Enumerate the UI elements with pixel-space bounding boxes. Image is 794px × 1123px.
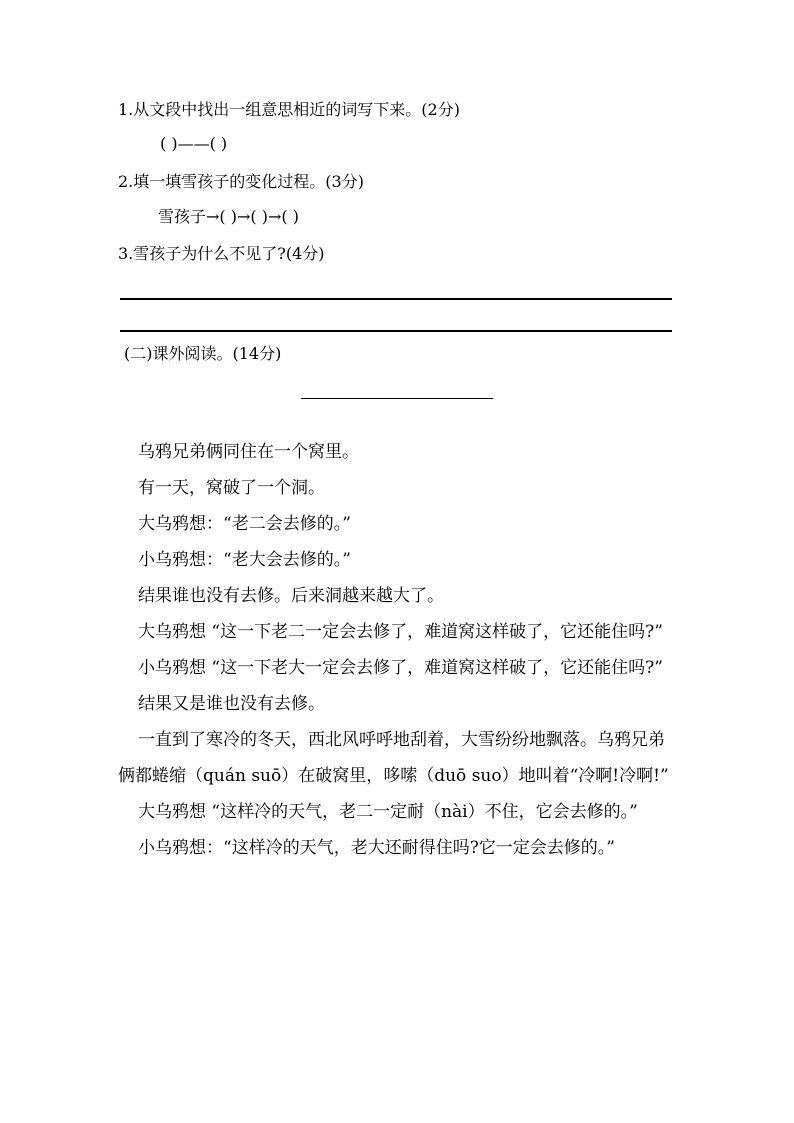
- story-paragraph: 结果谁也没有去修。后来洞越来越大了。: [138, 586, 444, 606]
- story-text: [118, 434, 678, 866]
- story-paragraph: 小乌鸦想：“老大会去修的。”: [138, 550, 351, 570]
- answer-line-2: [120, 330, 672, 332]
- question-3: 3.雪孩子为什么不见了?(4分): [118, 244, 325, 263]
- story-paragraph: 一直到了寒冷的冬天，西北风呼呼地刮着，大雪纷纷地飘落。乌鸦兄弟俩都蜷缩（quán suō）在破窝里，哆嗦（duō suo）地叫着“冷啊!冷啊!”: [118, 730, 669, 786]
- story-title-blank-line: [301, 398, 493, 399]
- story-paragraph: 小乌鸦想：“这样冷的天气，老大还耐得住吗?它一定会去修的。”: [138, 838, 615, 858]
- question-1-answer-blanks: ( )——( ): [160, 134, 228, 153]
- question-2-answer-blanks: 雪孩子→( )→( )→( ): [158, 207, 299, 226]
- question-2: 2.填一填雪孩子的变化过程。(3分): [118, 172, 364, 191]
- story-paragraph: 有一天，窝破了一个洞。: [138, 478, 325, 498]
- story-paragraph: 大乌鸦想 “这一下老二一定会去修了，难道窝这样破了，它还能住吗?”: [138, 622, 663, 642]
- question-1: 1.从文段中找出一组意思相近的词写下来。(2分): [118, 100, 460, 119]
- story-paragraph: 大乌鸦想 “这样冷的天气，老二一定耐（nài）不住，它会去修的。”: [138, 802, 638, 822]
- section-heading: (二)课外阅读。(14分): [124, 344, 282, 363]
- story-paragraph: 乌鸦兄弟俩同住在一个窝里。: [138, 442, 359, 462]
- story-paragraph: 小乌鸦想 “这一下老大一定会去修了，难道窝这样破了，它还能住吗?”: [138, 658, 663, 678]
- story-paragraph: 大乌鸦想：“老二会去修的。”: [138, 514, 351, 534]
- story-paragraph: 结果又是谁也没有去修。: [138, 694, 325, 714]
- answer-line-1: [120, 298, 672, 300]
